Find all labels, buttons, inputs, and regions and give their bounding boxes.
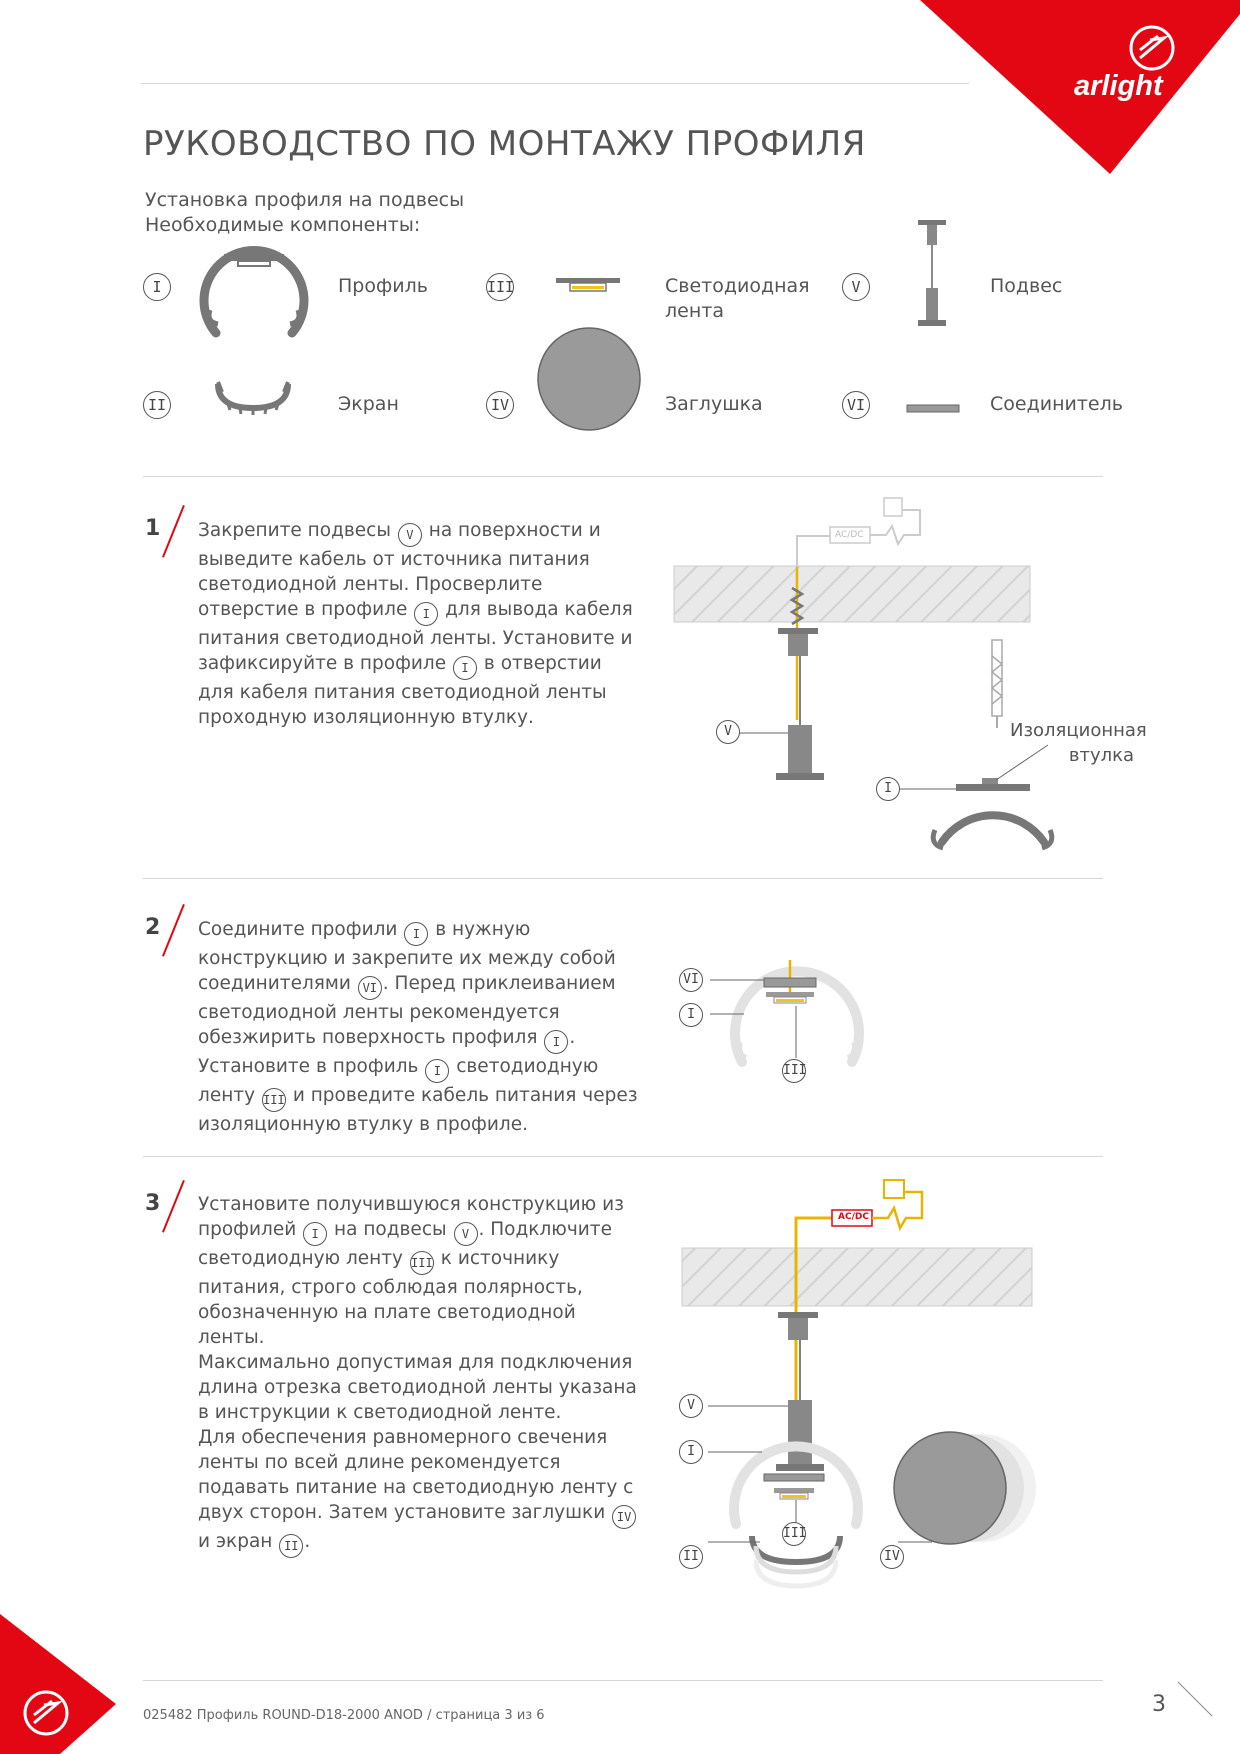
ref-iv: IV [612,1505,636,1529]
brand-logo-text: arlight [1074,70,1163,102]
component-numeral-iv: IV [486,391,514,419]
brand-corner-bottom [0,1614,120,1754]
led-strip-label-line-1: Светодиодная [665,275,810,297]
callout-i: I [679,1440,703,1464]
end-cap-icon [536,326,642,432]
component-label-profile: Профиль [338,275,428,297]
component-label-led-strip [665,274,810,324]
screen-icon [212,378,294,418]
ref-i: I [303,1222,327,1246]
step-1-diagram [670,490,1110,870]
section-divider-1 [143,476,1103,477]
intro-line-2: Необходимые компоненты: [145,214,421,236]
component-label-suspension: Подвес [990,275,1063,297]
page-corner-mark [1176,1680,1216,1720]
connector-icon [905,403,961,415]
callout-iii: III [782,1059,806,1083]
footer-rule [143,1680,1103,1681]
suspension-icon [915,218,949,332]
step-2-text: Соедините профили I в нужную конструкцию и закрепите их между собой соединителями VI . Перед приклеиванием светодиодной ленты рекомендуется обезжирить поверхность профиля I . Установите в профиль I светодиодную ленту III и проведите кабель питания через изоляционную втулку в профиле. [198,919,638,1135]
step-1-number: 1 [145,516,161,541]
ref-vi: VI [358,976,382,1000]
psu-label-red: AC/DC [838,1212,869,1222]
led-strip-label-line-2: лента [665,300,724,322]
component-label-end-cap: Заглушка [665,393,763,415]
callout-iv: IV [880,1545,904,1569]
intro-line-1: Установка профиля на подвесы [145,189,465,211]
callout-v: V [679,1394,703,1418]
ref-i: I [453,656,477,680]
profile-icon [198,238,310,340]
ref-i: I [404,922,428,946]
step-2-slash [162,904,185,957]
callout-vi: VI [679,968,703,992]
footer-text: 025482 Профиль ROUND-D18-2000 ANOD / страница 3 из 6 [143,1708,545,1723]
step-1-slash [162,505,185,558]
page-number: 3 [1152,1692,1166,1717]
ref-iii: III [262,1088,286,1112]
page-title: РУКОВОДСТВО ПО МОНТАЖУ ПРОФИЛЯ [143,124,866,164]
component-numeral-vi: VI [842,391,870,419]
step-1-text: Закрепите подвесы V на поверхности и выведите кабель от источника питания светодиодной ленты. Просверлите отверстие в профиле I для вывода кабеля питания светодиодной ленты. Установите и зафиксируйте в профиле I в отверстии для кабеля питания светодиодной ленты проходную изоляционную втулку. [198,520,633,728]
callout-ii: II [679,1545,703,1569]
step-3-number: 3 [145,1191,161,1216]
ref-v: V [454,1222,478,1246]
led-strip-icon [554,276,622,296]
psu-label-gray: AC/DC [835,530,864,540]
callout-i: I [876,777,900,801]
step-3-text: Установите получившуюся конструкцию из профилей I на подвесы V . Подключите светодиодную ленту III к источнику питания, строго соблюдая полярность, обозначенную на плате светодиодной ленты. Максимально допустимая для подключения длина отрезка светодиодной ленты указана в инструкции к светодиодной ленте. Для обеспечения равномерного свечения ленты по всей длине рекомендуется подавать питание на светодиодную ленту с двух сторон. Затем установите заглушки IV и экран II . [198,1192,638,1558]
section-divider-3 [143,1156,1103,1157]
ref-v: V [398,523,422,547]
component-numeral-v: V [842,273,870,301]
intro-text [145,188,464,238]
ref-i: I [544,1030,568,1054]
callout-iii: III [782,1522,806,1546]
bushing-label: Изоляционная втулка [1010,720,1147,766]
component-numeral-i: I [143,273,171,301]
step-3-slash [162,1180,185,1233]
callout-v: V [716,720,740,744]
ref-i: I [425,1059,449,1083]
ref-iii: III [410,1251,434,1275]
component-numeral-ii: II [143,391,171,419]
component-label-screen: Экран [338,393,399,415]
top-rule [141,83,969,84]
component-numeral-iii: III [486,273,514,301]
step-2-number: 2 [145,915,161,940]
component-label-connector: Соединитель [990,393,1123,415]
ref-ii: II [279,1534,303,1558]
ref-i: I [414,602,438,626]
section-divider-2 [143,878,1103,879]
callout-i: I [679,1003,703,1027]
